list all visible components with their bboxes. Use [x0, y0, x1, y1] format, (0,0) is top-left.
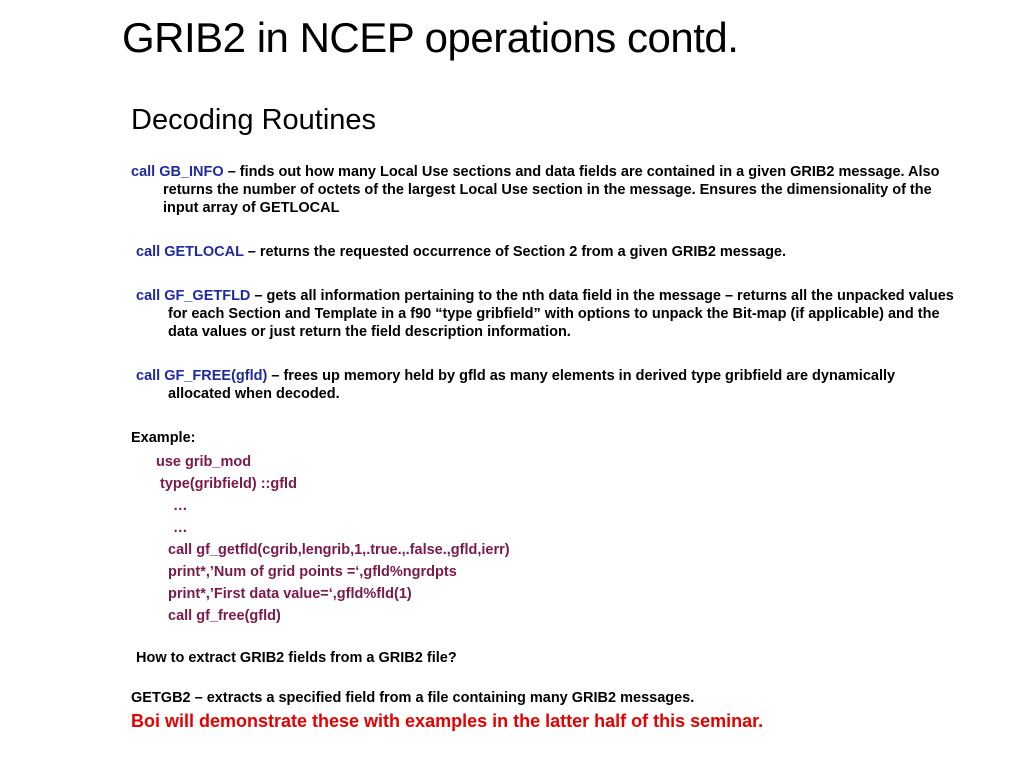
code-line: print*,’Num of grid points =‘,gfld%ngrdpts — [168, 564, 457, 580]
routine-gf-getfld — [136, 287, 961, 341]
routine-call: call GETLOCAL — [136, 244, 244, 260]
slide-title: GRIB2 in NCEP operations contd. — [122, 14, 739, 61]
routine-call: call GF_FREE(gfld) — [136, 368, 268, 384]
routine-description: – finds out how many Local Use sections and data fields are contained in a given GRIB2 message. Also returns the number of octets of the largest Local Use section in the message. Ensures the dimensionality of the input array of GETLOCAL — [163, 164, 940, 216]
slide-body — [131, 163, 961, 733]
routine-gb-info — [131, 163, 961, 217]
code-line: call gf_free(gfld) — [168, 608, 281, 624]
getgb2-description: GETGB2 – extracts a specified field from a file containing many GRIB2 messages. — [131, 690, 695, 706]
routine-call: call GF_GETFLD — [136, 288, 251, 304]
routine-gf-free — [136, 367, 961, 403]
routine-description: – returns the requested occurrence of Section 2 from a given GRIB2 message. — [243, 244, 787, 260]
example-label: Example: — [131, 430, 196, 446]
routine-getlocal — [136, 243, 961, 261]
seminar-note: Boi will demonstrate these with examples in the latter half of this seminar. — [131, 711, 764, 731]
example-code-block — [131, 451, 961, 627]
routine-description: – gets all information pertaining to the nth data field in the message – returns all the unpacked values for each Section and Template in a f90 “type gribfield” with options to unpack the Bit-map (if applicable) and the data values or just return the field description information. — [168, 288, 954, 340]
code-line: … — [173, 498, 188, 514]
code-line: type(gribfield) ::gfld — [160, 476, 297, 492]
routine-description: – frees up memory held by gfld as many elements in derived type gribfield are dynamically allocated when decoded. — [168, 368, 896, 402]
code-line: call gf_getfld(cgrib,lengrib,1,.true.,.false.,gfld,ierr) — [168, 542, 510, 558]
code-line: print*,’First data value=‘,gfld%fld(1) — [168, 586, 412, 602]
code-line: use grib_mod — [156, 454, 252, 470]
question-text: How to extract GRIB2 fields from a GRIB2 file? — [136, 650, 457, 666]
routine-call: call GB_INFO — [131, 164, 224, 180]
code-line: … — [173, 520, 188, 536]
slide-subtitle: Decoding Routines — [131, 104, 377, 136]
